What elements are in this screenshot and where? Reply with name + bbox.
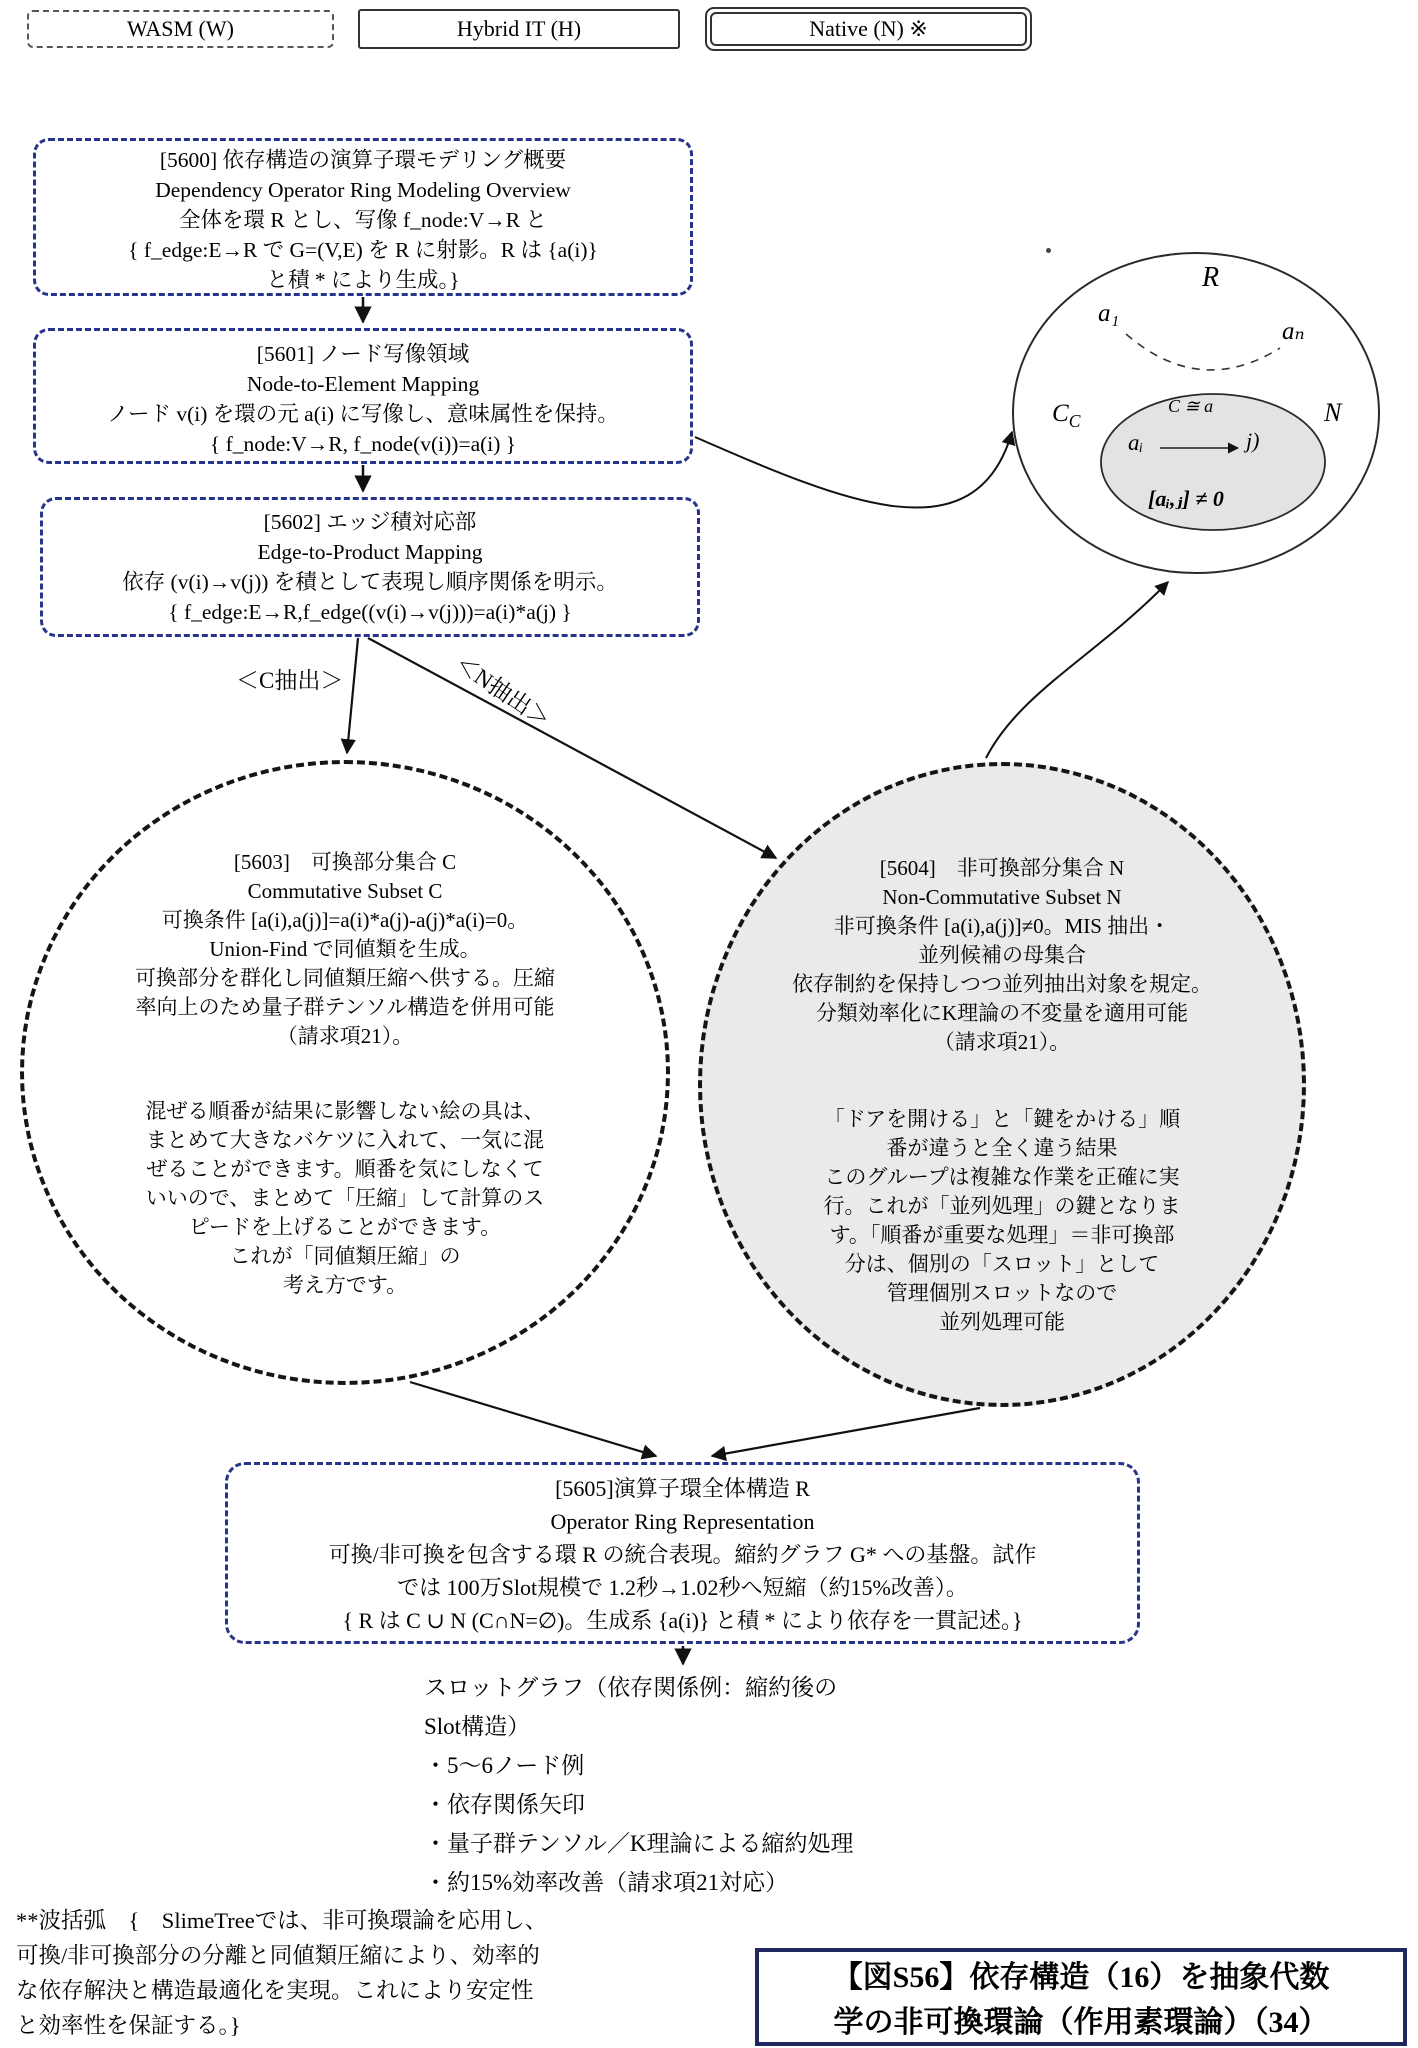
circle5604-line: 行。これが「並列処理」の鍵となりま bbox=[823, 1194, 1181, 1218]
circle5603-line: [5603] 可換部分集合 C bbox=[233, 850, 457, 874]
circle5604-line: 分は、個別の「スロット」として bbox=[844, 1252, 1160, 1276]
circle5603-line: これが「同値類圧縮」の bbox=[229, 1244, 461, 1268]
circle5604-line: 分類効率化にK理論の不変量を適用可能 bbox=[815, 1001, 1189, 1025]
box5600-line: [5600] 依存構造の演算子環モデリング概要 bbox=[159, 148, 567, 172]
circle5604-line: 管理個別スロットなので bbox=[886, 1281, 1118, 1305]
stray-ink-dot bbox=[1046, 248, 1051, 253]
circle5603-line: ぜることができます。順番を気にしなくて bbox=[146, 1157, 544, 1181]
subset-circle-5604-noncommutative bbox=[698, 762, 1306, 1407]
flow-box-5602 bbox=[40, 497, 700, 637]
footnote-line: と効率性を保証する。} bbox=[16, 2013, 241, 2038]
slot-note-line: ・5～6ノード例 bbox=[424, 1753, 585, 1778]
box5605-line: 可換/非可換を包含する環 R の統合表現。縮約グラフ G* への基盤。試作 bbox=[328, 1542, 1037, 1567]
box5600-line: { f_edge:E→R で G=(V,E) を R に射影。R は {a(i)} bbox=[128, 238, 598, 262]
circle5603-line: 可換部分を群化し同値類圧縮へ供する。圧縮 bbox=[135, 966, 555, 990]
footnote-line: 可換/非可換部分の分離と同値類圧縮により、効率的 bbox=[16, 1943, 540, 1968]
footnote bbox=[16, 1903, 666, 2043]
slot-note-line: Slot構造） bbox=[424, 1714, 531, 1739]
flow-box-5601 bbox=[33, 328, 693, 464]
circle5603-line: 混ぜる順番が結果に影響しない絵の具は、 bbox=[145, 1099, 545, 1123]
slot-note-line: ・約15%効率改善（請求項21対応） bbox=[424, 1870, 789, 1895]
slot-note-line: ・量子群テンソル／K理論による縮約処理 bbox=[424, 1831, 854, 1856]
ring-label-R: R bbox=[1202, 262, 1220, 293]
ring-label-a1: a₁ bbox=[1098, 300, 1120, 327]
circle5604-line: このグループは複雑な作業を正確に実 bbox=[824, 1165, 1180, 1189]
ring-inner-top-label: C ≅ a bbox=[1168, 396, 1214, 416]
circle5603-line: まとめて大きなバケツに入れて、一気に混 bbox=[145, 1128, 545, 1152]
slot-note-line: スロットグラフ（依存関係例：縮約後の bbox=[424, 1675, 838, 1700]
legend-wasm bbox=[27, 10, 334, 48]
circle5603-line: （請求項21）。 bbox=[276, 1024, 414, 1048]
box5605-line: [5605]演算子環全体構造 R bbox=[555, 1476, 810, 1501]
box5605-line: では 100万Slot規模で 1.2秒→1.02秒へ短縮（約15%改善）。 bbox=[397, 1575, 968, 1600]
circle5603-line: 率向上のため量子群テンソル構造を併用可能 bbox=[135, 995, 555, 1019]
circle5603-line: Commutative Subset C bbox=[247, 879, 443, 903]
circle5603-line: ピードを上げることができます。 bbox=[188, 1215, 502, 1239]
subset-circle-5603-commutative bbox=[20, 760, 670, 1385]
circle5604-line: 「ドアを開ける」と「鍵をかける」順 bbox=[823, 1107, 1181, 1131]
legend-wasm-label: WASM (W) bbox=[127, 16, 234, 41]
circle5603-header bbox=[24, 848, 666, 1051]
box5601-line: Node-to-Element Mapping bbox=[246, 372, 480, 396]
circle5604-line: 番が違うと全く違う結果 bbox=[886, 1136, 1118, 1160]
circle5603-line: 考え方です。 bbox=[282, 1273, 408, 1297]
circle5603-line: 可換条件 [a(i),a(j)]=a(i)*a(j)-a(j)*a(i)=0。 bbox=[161, 908, 529, 932]
arrow-c-extract bbox=[347, 638, 358, 753]
curve-box-to-ring bbox=[695, 432, 1012, 508]
box5605-line: Operator Ring Representation bbox=[550, 1509, 815, 1534]
arrow-5604-5605 bbox=[712, 1408, 980, 1456]
label-n-extract: ＜N抽出＞ bbox=[450, 650, 555, 733]
box5601-line: ノード v(i) を環の元 a(i) に写像し、意味属性を保持。 bbox=[107, 402, 619, 426]
box5605-line: { R は C ∪ N (C∩N=∅)。生成系 {a(i)} と積 * により依存を一貫記述。} bbox=[342, 1608, 1023, 1633]
ring-label-N: N bbox=[1324, 398, 1342, 427]
legend-native bbox=[705, 7, 1032, 51]
box5600-line: Dependency Operator Ring Modeling Overview bbox=[155, 178, 571, 202]
caption-line: 学の非可換環論（作用素環論）（34） bbox=[833, 2006, 1329, 2039]
label-c-extract: ＜C抽出＞ bbox=[236, 668, 344, 693]
box5602-line: 依存 (v(i)→v(j)) を積として表現し順序関係を明示。 bbox=[122, 570, 618, 594]
legend-hybrid bbox=[358, 9, 680, 49]
circle5604-line: Non-Commutative Subset N bbox=[882, 885, 1122, 909]
box5601-line: { f_node:V→R, f_node(v(i))=a(i) } bbox=[209, 432, 517, 456]
arrow-5603-5605 bbox=[410, 1382, 656, 1456]
ring-inner-left-label: aᵢ bbox=[1128, 430, 1144, 455]
box5602-line: { f_edge:E→R,f_edge((v(i)→v(j)))=a(i)*a(j) } bbox=[168, 600, 572, 624]
ring-label-Cc bbox=[1052, 400, 1080, 432]
footnote-line: な依存解決と構造最適化を実現。これにより安定性 bbox=[16, 1978, 534, 2003]
ring-label-Cc-sub: C bbox=[1068, 411, 1081, 431]
circle5604-line: 非可換条件 [a(i),a(j)]≠0。MIS 抽出・ bbox=[833, 914, 1171, 938]
legend-native-inner-border bbox=[710, 12, 1027, 46]
figure-caption-box bbox=[755, 1948, 1407, 2046]
circle5603-line: いいので、まとめて「圧縮」して計算のス bbox=[145, 1186, 545, 1210]
ring-inner-right-label: j) bbox=[1246, 428, 1260, 453]
circle5604-line: （請求項21）。 bbox=[933, 1030, 1071, 1054]
box5602-line: Edge-to-Product Mapping bbox=[257, 540, 483, 564]
box5602-line: [5602] エッジ積対応部 bbox=[263, 510, 477, 534]
circle5603-line: Union-Find で同値類を生成。 bbox=[209, 937, 481, 961]
box5600-line: 全体を環 R とし、写像 f_node:V→R と bbox=[179, 208, 547, 232]
footnote-line: **波括弧 { SlimeTreeでは、非可換環論を応用し、 bbox=[16, 1908, 548, 1933]
box5600-line: と積 * により生成。} bbox=[266, 268, 460, 292]
slot-graph-note bbox=[424, 1668, 964, 1902]
legend-native-label: Native (N) ※ bbox=[809, 16, 928, 41]
circle5604-header bbox=[702, 854, 1302, 1057]
flow-box-5605 bbox=[225, 1462, 1140, 1644]
caption-line: 【図S56】依存構造（16）を抽象代数 bbox=[832, 1961, 1330, 1994]
ring-label-Cc-base: C bbox=[1052, 400, 1069, 427]
ring-label-an: aₙ bbox=[1282, 318, 1305, 345]
flow-box-5600 bbox=[33, 138, 693, 296]
box5601-line: [5601] ノード写像領域 bbox=[256, 342, 470, 366]
circle5604-line: 依存制約を保持しつつ並列抽出対象を規定。 bbox=[792, 972, 1212, 996]
ring-inner-bottom-label: [aᵢ,ⱼ] ≠ 0 bbox=[1148, 486, 1224, 511]
circle5604-line: す。「順番が重要な処理」＝非可換部 bbox=[829, 1223, 1175, 1247]
curve-circle-to-ring bbox=[986, 582, 1168, 758]
slot-note-line: ・依存関係矢印 bbox=[424, 1792, 585, 1817]
circle5604-line: 並列処理可能 bbox=[939, 1310, 1065, 1334]
circle5604-line: [5604] 非可換部分集合 N bbox=[879, 856, 1125, 880]
circle5604-line: 並列候補の母集合 bbox=[918, 943, 1086, 967]
legend-hybrid-label: Hybrid IT (H) bbox=[456, 16, 582, 41]
circle5603-analogy bbox=[24, 1097, 666, 1300]
circle5604-analogy bbox=[702, 1105, 1302, 1337]
